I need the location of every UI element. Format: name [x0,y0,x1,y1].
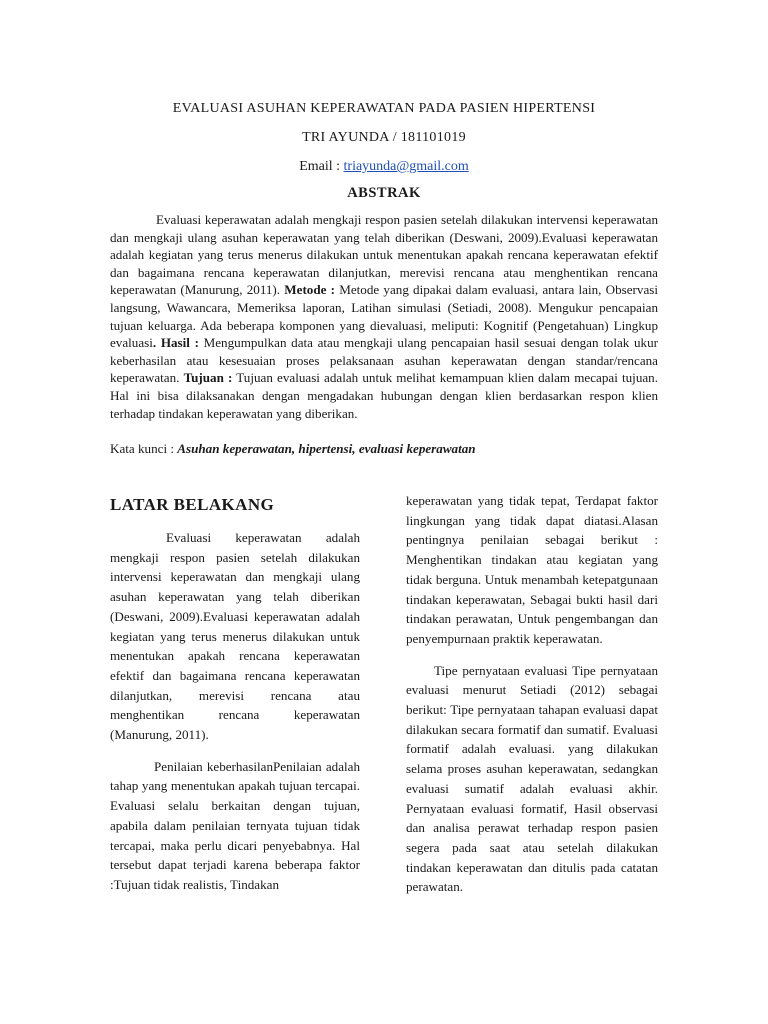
email-link[interactable]: triayunda@gmail.com [343,159,469,174]
abstract-body [110,211,658,422]
left-paragraph-2: Penilaian keberhasilanPenilaian adalah tahap yang menentukan apakah tujuan tercapai. Evaluasi selalu berkaitan dengan tujuan, apabila dalam penilaian ternyata tujuan tidak tercapai, maka perlu dicari penyebabnya. Hal tersebut dapat terjadi karena beberapa faktor :Tujuan tidak realistis, Tindakan [110,758,360,892]
keywords-value: Asuhan keperawatan, hipertensi, evaluasi keperawatan [177,441,476,456]
right-paragraph-1: keperawatan yang tidak tepat, Terdapat faktor lingkungan yang tidak dapat diatasi.Alasan pentingnya penilaian sebagai berikut : Menghentikan tindakan atau kegiatan yang tidak berguna. Untuk menambah ketepatgunaan tindakan keperawatan, Sebagai bukti hasil dari tindakan perawatan, Untuk pengembangan dan penyempurnaan praktik keperawatan. [406,493,658,646]
abstract-text-3: Mengumpulkan data atau mengkaji ulang pencapaian hasil sesuai dengan tolak ukur keberhasilan atau kesesuaian proses pelaksanaan asuhan keperawatan dengan standar/rencana keperawatan. [110,335,658,386]
left-paragraph-1: Evaluasi keperawatan adalah mengkaji respon pasien setelah dilakukan intervensi keperawatan dan mengkaji ulang asuhan keperawatan yang telah diberikan (Deswani, 2009).Evaluasi keperawatan adalah kegiatan yang terus menerus dilakukan untuk menentukan apakah rencana keperawatan efektif dan bagaimana rencana keperawatan dilanjutkan, merevisi rencana atau menghentikan rencana keperawatan (Manurung, 2011). [110,530,360,743]
abstract-paragraph [110,211,658,422]
metode-label: Metode : [284,282,336,298]
abstract-heading: ABSTRAK [347,185,421,201]
abstract-text-2: Metode yang dipakai dalam evaluasi, antara lain, Observasi langsung, Wawancara, Memeriksa laporan, Latihan simulasi (Setiadi, 2008). Mengukur pencapaian tujuan keluarga. Ada beberapa komponen yang dievaluasi, meliputi: Kognitif (Pengetahuan) Lingkup evaluasi [110,282,659,351]
author-line: TRI AYUNDA / 181101019 [302,130,466,145]
right-paragraph-2: Tipe pernyataan evaluasi Tipe pernyataan evaluasi menurut Setiadi (2012) sebagai berikut: Tipe pernyataan tahapan evaluasi dapat dilakukan secara formatif dan sumatif. Evaluasi formatif adalah evaluasi. yang dilakukan selama proses asuhan keperawatan, sedangkan evaluasi sumatif adalah evaluasi akhir. Pernyataan evaluasi formatif, Hasil observasi dan analisa perawat terhadap respon pasien segera pada saat atau setelah dilakukan tindakan keperawatan dan ditulis pada catatan perawatan. [406,662,658,895]
keywords-line [110,440,658,458]
abstract-text-4: Tujuan evaluasi adalah untuk melihat kemampuan klien dalam mecapai tujuan. Hal ini bisa dilaksanakan dengan mengadakan hubungan dengan klien berdasarkan respon klien terhadap tindakan keperawatan yang diberikan. [110,370,658,421]
hasil-label: . Hasil : [152,335,199,351]
email-label: Email : [299,159,341,174]
left-column [110,494,360,907]
section-heading: LATAR BELAKANG [110,495,275,514]
tujuan-label: Tujuan : [183,370,233,386]
abstract-text-1: Evaluasi keperawatan adalah mengkaji respon pasien setelah dilakukan intervensi keperawatan dan mengkaji ulang asuhan keperawatan yang telah diberikan (Deswani, 2009).Evaluasi keperawatan adalah kegiatan yang terus menerus dilakukan untuk menentukan apakah rencana keperawatan efektif dan bagaimana rencana keperawatan dilanjutkan, merevisi rencana atau menghentikan rencana keperawatan (Manurung, 2011). [110,212,658,298]
keywords-label: Kata kunci : [110,441,174,456]
paper-title: EVALUASI ASUHAN KEPERAWATAN PADA PASIEN HIPERTENSI [172,101,596,116]
right-column [406,491,658,909]
email-line [0,159,768,175]
